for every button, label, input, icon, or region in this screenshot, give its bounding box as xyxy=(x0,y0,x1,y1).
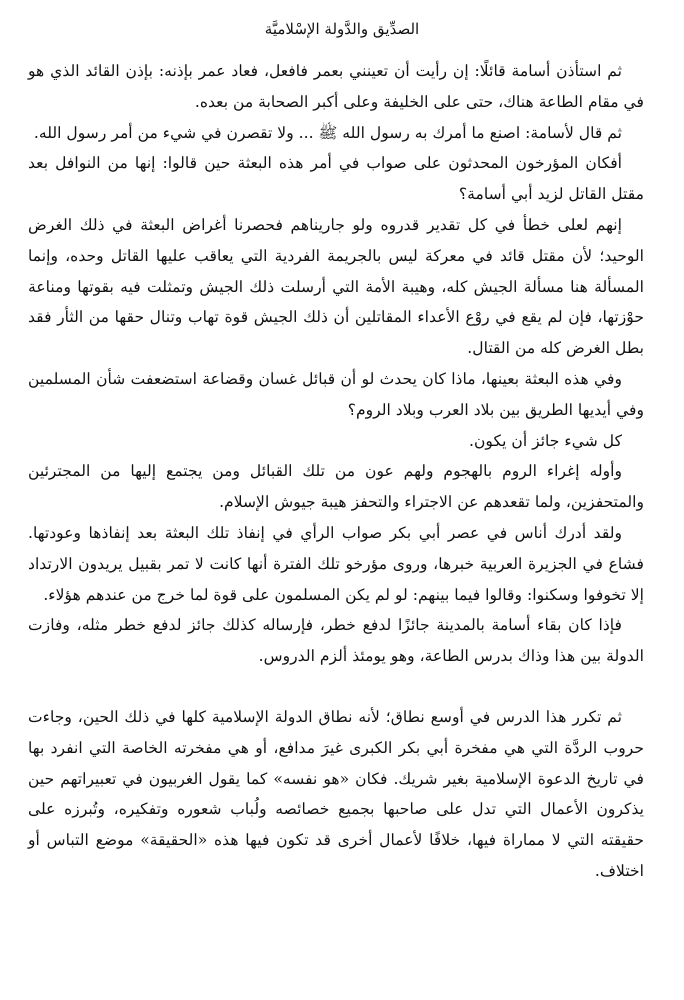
paragraph: إنهم لعلى خطأ في كل تقدير قدروه ولو جاريناهم فحصرنا أغراض البعثة في ذلك الغرض الوحيد؛ لأن مقتل قائد في معركة ليس بالجريمة الفردية التي يعاقب عليها القاتل وحده، وإنما المسألة هنا مسألة الجيش كله، وهيبة الأمة التي أرسلت ذلك الجيش وتمثلت فيه بقوتها ومناعة حوْزتها، فإن لم يقع في روْع الأعداء المقاتلين أن ذلك الجيش قوة تهاب وتنال حقها من الثأر فقد بطل الغرض كله من القتال. xyxy=(28,215,644,358)
paragraph: وأوله إغراء الروم بالهجوم ولهم عون من تلك القبائل ومن يجتمع إليها من المجترئين والمتحفزين، ولما تقعدهم عن الاجتراء والتحفز هيبة جيوش الإسلام. xyxy=(28,462,644,512)
section-gap xyxy=(28,672,644,702)
paragraph: وفي هذه البعثة بعينها، ماذا كان يحدث لو أن قبائل غسان وقضاعة استضعفت شأن المسلمين وفي أيديها الطريق بين بلاد العرب وبلاد الروم؟ xyxy=(28,369,644,419)
paragraph: ولقد أدرك أناس في عصر أبي بكر صواب الرأي في إنفاذ تلك البعثة بعد إنفاذها وعودتها. فشاع في الجزيرة العربية خبرها، وروى مؤرخو تلك الفترة أنها كانت لا تمر بقبيل يريدون الارتداد إلا تخوفوا وسكنوا: وقالوا فيما بينهم: لو لم يكن المسلمون على قوة لما خرج من عندهم هؤلاء. xyxy=(28,523,644,604)
paragraph: ثم قال لأسامة: اصنع ما أمرك به رسول الله ﷺ ... ولا تقصرن في شيء من أمر رسول الله. xyxy=(33,123,622,142)
paragraph: أفكان المؤرخون المحدثون على صواب في أمر هذه البعثة حين قالوا: إنها من النوافل بعد مقتل القاتل لزيد أبي أسامة؟ xyxy=(28,154,644,204)
body-text xyxy=(28,56,644,887)
paragraph: ثم تكرر هذا الدرس في أوسع نطاق؛ لأنه نطاق الدولة الإسلامية كلها في ذلك الحين، وجاءت حروب الردَّة التي هي مفخرة أبي بكر الكبرى غيرَ مدافع، أو هي مفخرته الخاصة التي انفرد بها في تاريخ الدعوة الإسلامية بغير شريك. فكان «هو نفسه» كما يقول الغربيون في تعبيراتهم حين يذكرون الأعمال التي تدل على صاحبها بجميع خصائصه ولُباب شعوره وتفكيره، وتُبرزه على حقيقته التي لا مماراة فيها، خلافًا لأعمال أخرى قد تكون فيها هذه «الحقيقة» موضع التباس أو اختلاف. xyxy=(28,707,644,880)
paragraph: ثم استأذن أسامة قائلًا: إن رأيت أن تعينني بعمر فافعل، فعاد عمر بإذنه: بإذن القائد الذي هو في مقام الطاعة هناك، حتى على الخليفة وعلى أكبر الصحابة من بعده. xyxy=(28,62,644,111)
paragraph: فإذا كان بقاء أسامة بالمدينة جائزًا لدفع خطر، فإرساله كذلك جائز لدفع خطر مثله، وفازت الدولة بين هذا وذاك بدرس الطاعة، وهو يومئذ ألزم الدروس. xyxy=(28,616,644,666)
paragraph: كل شيء جائز أن يكون. xyxy=(469,431,622,450)
running-header: الصدِّيق والدَّولة الإسْلاميَّة xyxy=(264,20,420,38)
